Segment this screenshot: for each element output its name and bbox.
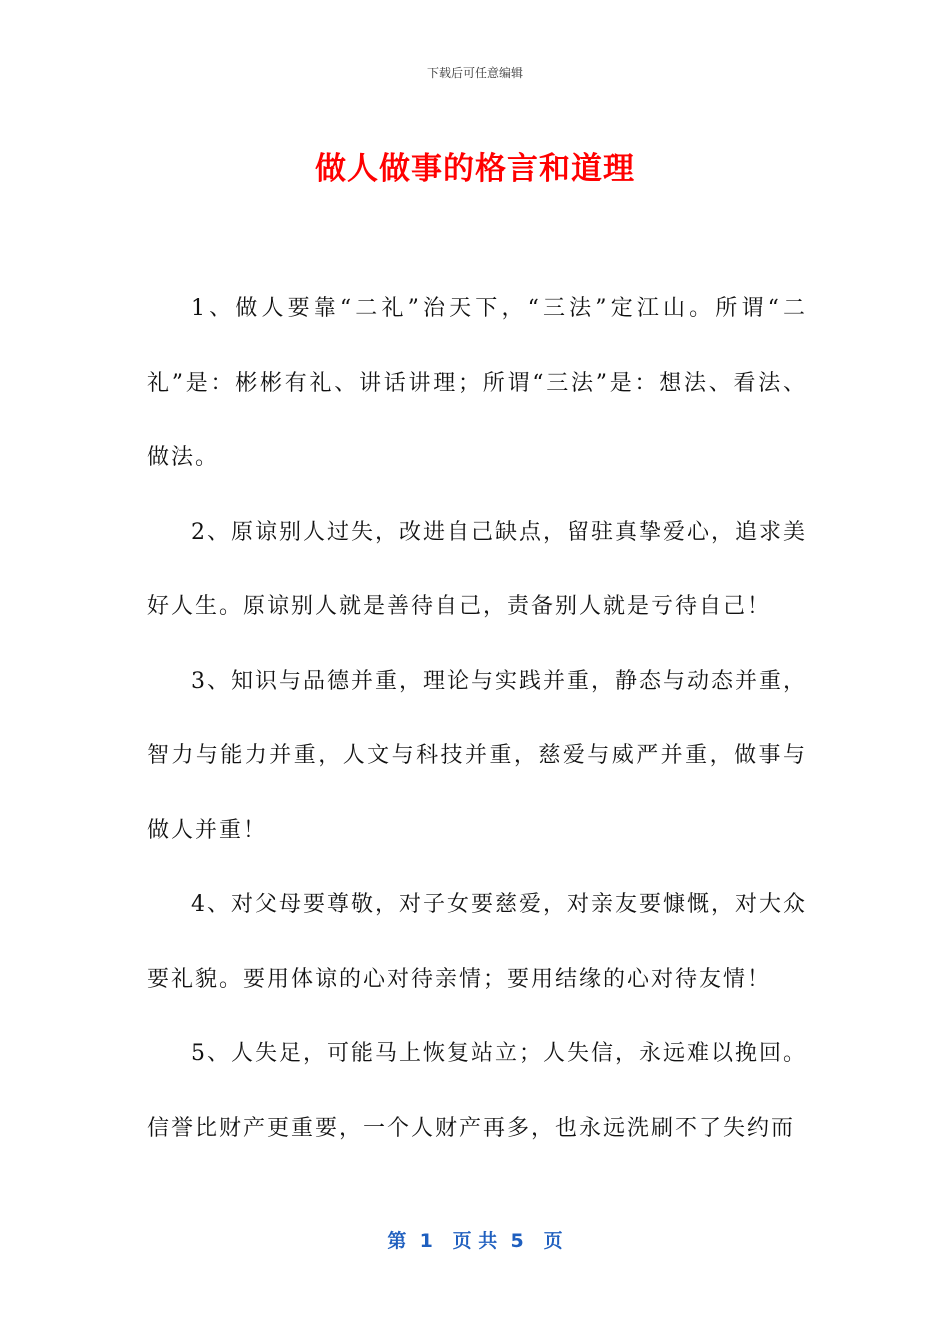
page-header: 下载后可任意编辑 bbox=[426, 66, 523, 80]
document-body bbox=[147, 272, 807, 1166]
paragraph-2: 2、原谅别人过失，改进自己缺点，留驻真挚爱心，追求美好人生。原谅别人就是善待自己，责备别人就是亏待自己！ bbox=[147, 519, 807, 619]
paragraph-3: 3、知识与品德并重，理论与实践并重，静态与动态并重，智力与能力并重，人文与科技并重，慈爱与威严并重，做事与做人并重！ bbox=[147, 668, 807, 843]
page-number-footer: 第 1 页 共 5 页 bbox=[387, 1230, 563, 1252]
paragraph-5: 5、人失足，可能马上恢复站立；人失信，永远难以挽回。信誉比财产更重要，一个人财产再多，也永远洗刷不了失约而 bbox=[147, 1041, 807, 1141]
paragraph-1: 1、做人要靠“二礼”治天下，“三法”定江山。所谓“二礼”是：彬彬有礼、讲话讲理；所谓“三法”是：想法、看法、做法。 bbox=[147, 296, 807, 470]
paragraph-4: 4、对父母要尊敬，对子女要慈爱，对亲友要慷慨，对大众要礼貌。要用体谅的心对待亲情；要用结缘的心对待友情！ bbox=[147, 892, 807, 992]
document-title: 做人做事的格言和道理 bbox=[315, 151, 635, 187]
